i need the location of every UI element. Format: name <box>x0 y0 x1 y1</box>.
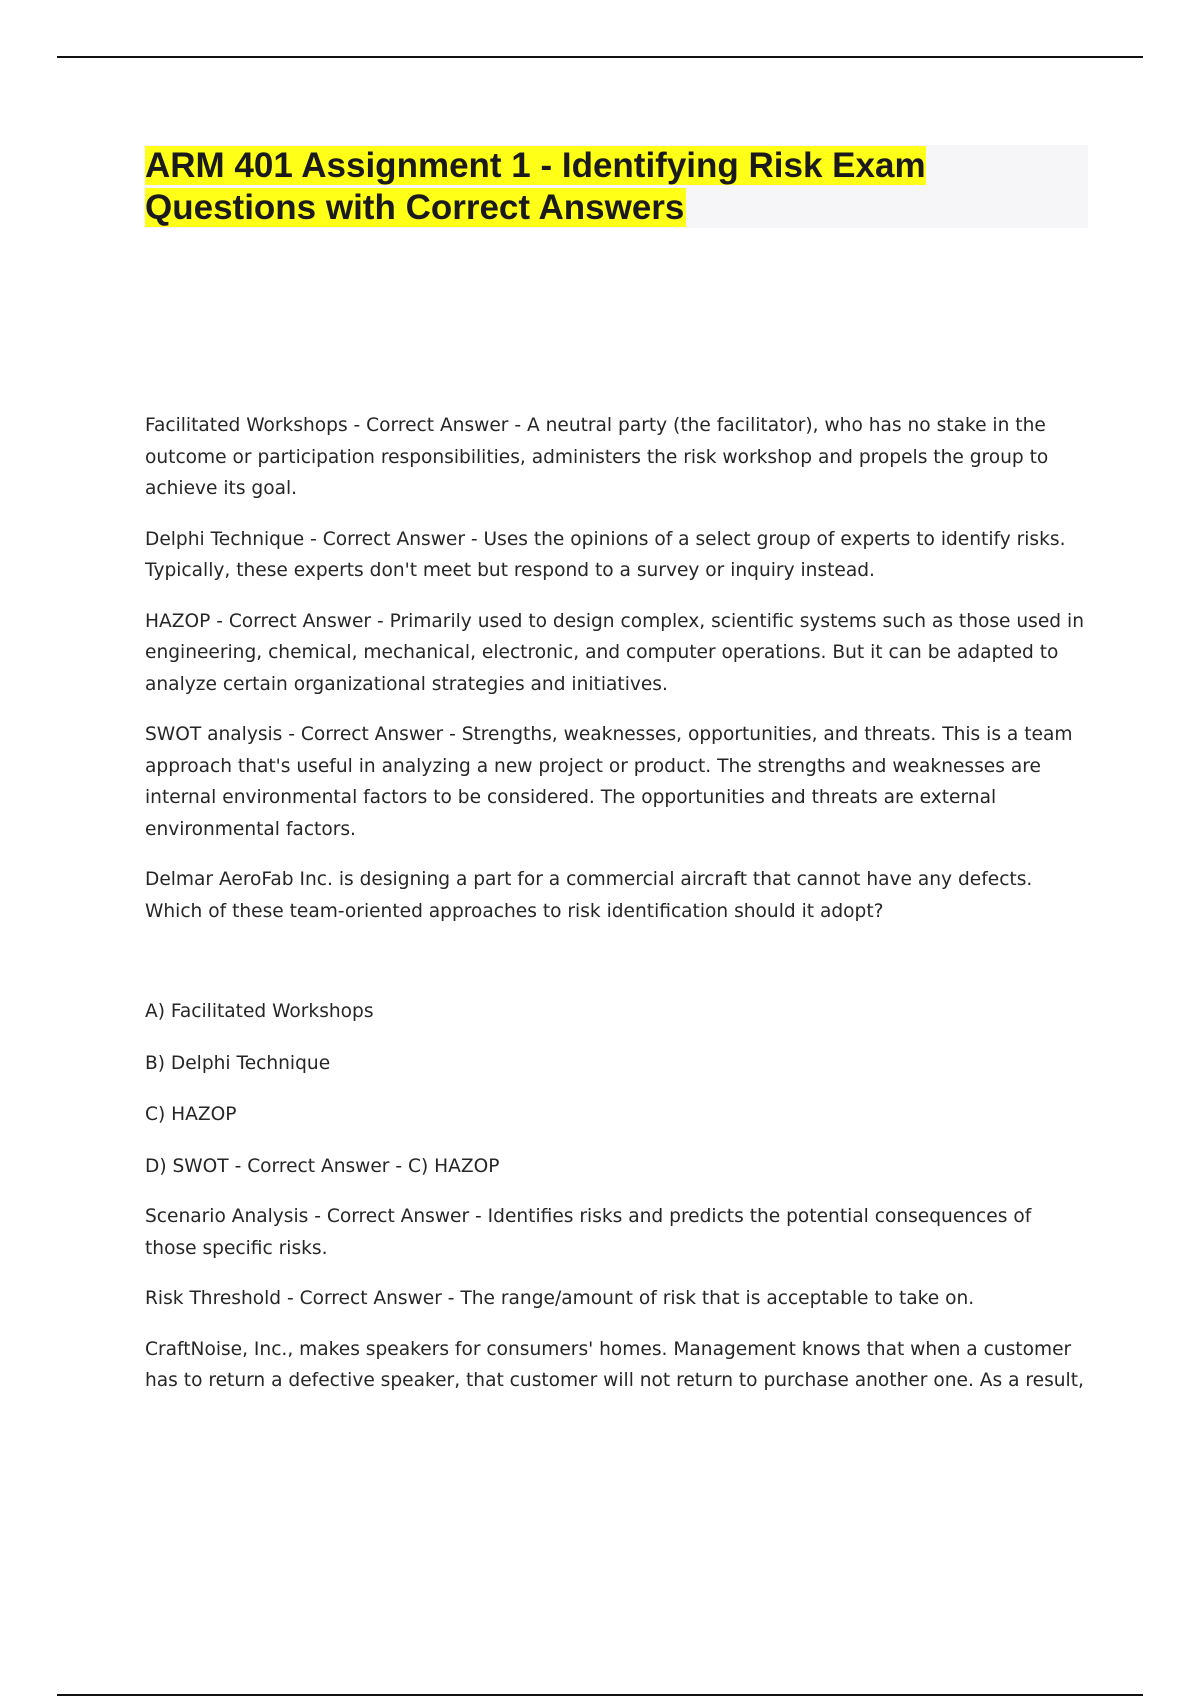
bottom-rule <box>57 1694 1143 1696</box>
paragraph-delphi-technique: Delphi Technique - Correct Answer - Uses the opinions of a select group of experts to identify risks. Typically, these experts don't meet but respond to a survey or inquiry instead. <box>145 528 1066 581</box>
paragraph-scenario-analysis: Scenario Analysis - Correct Answer - Identifies risks and predicts the potential consequences of those specific risks. <box>145 1206 1032 1259</box>
document-body <box>145 410 1085 1416</box>
paragraph-question-delmar: Delmar AeroFab Inc. is designing a part for a commercial aircraft that cannot have any defects. Which of these team-oriented approaches to risk identification should it adopt? <box>145 869 1033 922</box>
top-rule <box>57 56 1143 58</box>
page-title-highlight: ARM 401 Assignment 1 - Identifying Risk Exam Questions with Correct Answers <box>145 146 926 227</box>
paragraph-hazop: HAZOP - Correct Answer - Primarily used to design complex, scientific systems such as those used in engineering, chemical, mechanical, electronic, and computer operations. But it can be adapted to analyze certain organizational strategies and initiatives. <box>145 610 1084 695</box>
paragraph-craftnoise: CraftNoise, Inc., makes speakers for consumers' homes. Management knows that when a customer has to return a defective speaker, that customer will not return to purchase another one. As a result, <box>145 1338 1084 1391</box>
paragraph-risk-threshold: Risk Threshold - Correct Answer - The range/amount of risk that is acceptable to take on. <box>145 1288 975 1309</box>
answer-option-d: D) SWOT - Correct Answer - C) HAZOP <box>145 1155 500 1177</box>
page-title <box>145 145 1045 229</box>
answer-option-a: A) Facilitated Workshops <box>145 1001 374 1022</box>
paragraph-facilitated-workshops: Facilitated Workshops - Correct Answer - A neutral party (the facilitator), who has no stake in the outcome or participation responsibilities, administers the risk workshop and propels the group to achieve its goal. <box>145 415 1049 499</box>
answer-option-c: C) HAZOP <box>145 1104 237 1125</box>
answer-option-b: B) Delphi Technique <box>145 1052 331 1074</box>
paragraph-swot-analysis: SWOT analysis - Correct Answer - Strengths, weaknesses, opportunities, and threats. This is a team approach that's useful in analyzing a new project or product. The strengths and weaknesses are internal environmental factors to be considered. The opportunities and threats are external environmental factors. <box>145 724 1073 840</box>
